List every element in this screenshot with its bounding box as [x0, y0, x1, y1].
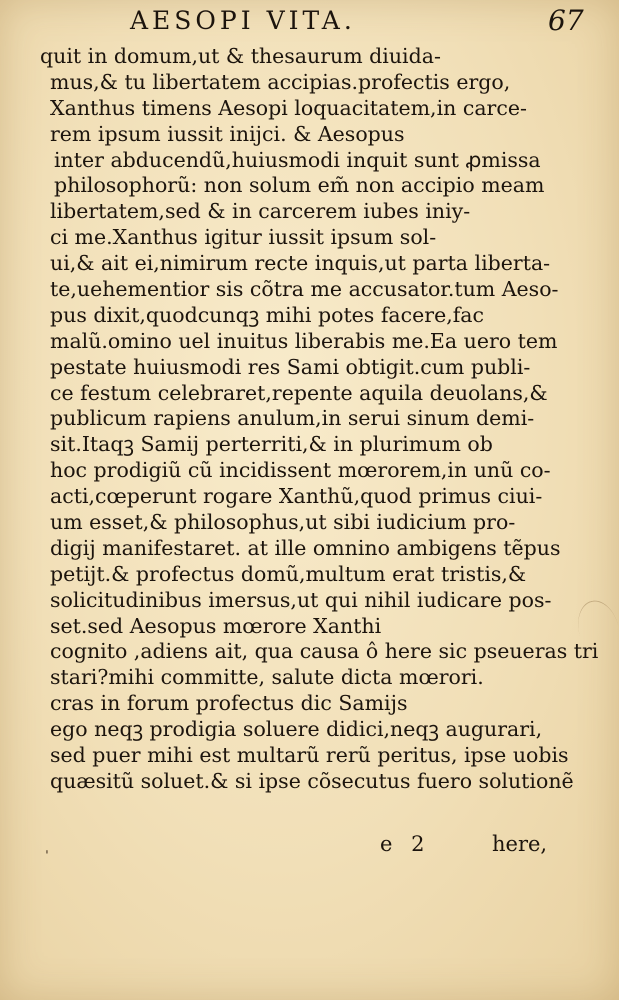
- text-line: Xanthus timens Aesopi loquacitatem,in carce‑: [50, 95, 527, 120]
- text-line: ui,& ait ei,nimirum recte inquis,ut parta liberta‑: [50, 251, 551, 276]
- text-line: ce festum celebraret,repente aquila deuolans,&: [50, 380, 548, 405]
- text-line: ego neqꝫ prodigia soluere didici,neqꝫ augurari,: [50, 717, 543, 742]
- text-line: pestate huiusmodi res Sami obtigit.cum publi‑: [50, 354, 531, 379]
- text-line: libertatem,sed & in carcerem iubes iniy‑: [50, 199, 471, 224]
- text-line: ci me.Xanthus igitur iussit ipsum sol‑: [50, 225, 437, 250]
- signature-mark: e 2: [380, 832, 431, 856]
- text-line: quæsitũ soluet.& si ipse cõsecutus fuero solutionẽ: [50, 768, 574, 793]
- text-line: stari?mihi committe, salute dicta mœrori.: [50, 665, 484, 690]
- text-line: cognito ,adiens ait, qua causa ô here sic pseueras tri: [50, 639, 599, 664]
- text-line: sed puer mihi est multarũ rerũ peritus, ipse uobis: [50, 743, 569, 768]
- text-line: philosophorũ: non solum em̃ non accipio meam: [54, 173, 545, 198]
- text-line: quit in domum,ut & thesaurum diuida‑: [40, 44, 441, 68]
- text-line: hoc prodigiũ cũ incidissent mœrorem,in unũ co‑: [50, 458, 551, 483]
- text-line: pus dixit,quodcunqꝫ mihi potes facere,fac: [50, 302, 485, 327]
- text-line: rem ipsum iussit inijci. & Aesopus: [50, 121, 405, 146]
- running-head: AESOPI VITA.: [130, 6, 356, 35]
- text-line: mus,& tu libertatem accipias.profectis ergo,: [50, 69, 511, 94]
- main-text-block: [40, 44, 599, 795]
- text-line: set.sed Aesopus mœrore Xanthi: [50, 613, 382, 638]
- text-line: te,uehementior sis cõtra me accusator.tum Aeso‑: [50, 277, 559, 302]
- text-line: digij manifestaret. at ille omnino ambigens tẽpus: [50, 535, 561, 560]
- text-line: sit.Itaqꝫ Samij perterriti,& in plurimum ob: [50, 432, 493, 457]
- text-line: malũ.omino uel inuitus liberabis me.Ea uero tem: [50, 328, 558, 353]
- text-line: um esset,& philosophus,ut sibi iudicium pro‑: [50, 510, 516, 535]
- text-line: publicum rapiens anulum,in serui sinum demi‑: [50, 406, 535, 431]
- text-line: petijt.& profectus domũ,multum erat tristis,&: [50, 561, 527, 586]
- margin-mark: ˌ: [45, 840, 49, 856]
- page-number: 67: [548, 4, 584, 37]
- text-line: solicitudinibus imersus,ut qui nihil iudicare pos‑: [50, 587, 552, 612]
- text-line: cras in forum profectus dic Samijs: [50, 691, 408, 716]
- text-line: acti,cœperunt rogare Xanthũ,quod primus ciui‑: [50, 484, 543, 509]
- catchword: here,: [492, 832, 548, 856]
- text-line: inter abducendũ,huiusmodi inquit sunt ꝓmissa: [54, 147, 541, 172]
